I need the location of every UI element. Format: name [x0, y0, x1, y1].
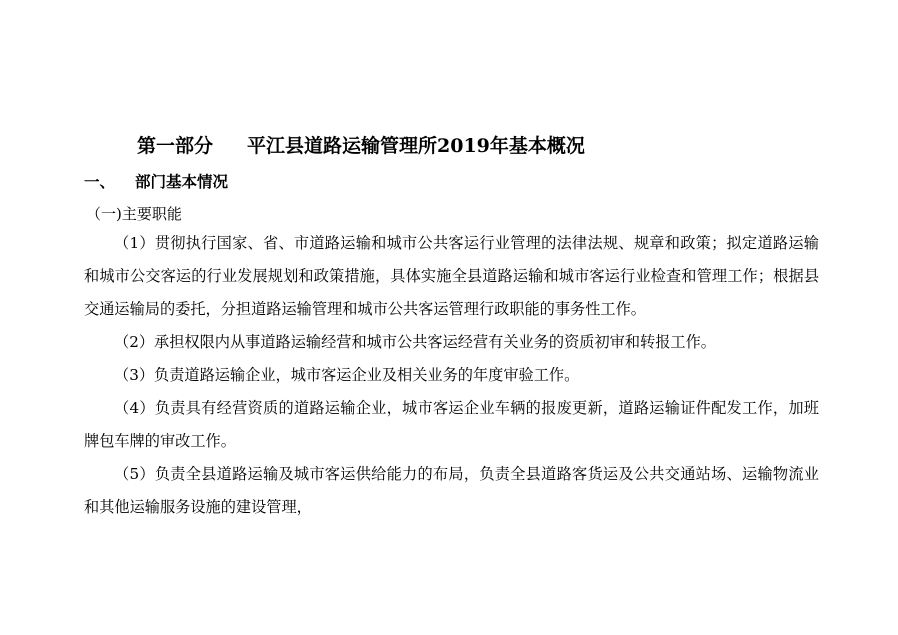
subsection-heading: （一)主要职能	[86, 205, 182, 223]
title-part: 第一部分	[137, 135, 214, 157]
section-number: 一、	[84, 172, 116, 191]
page-title	[137, 131, 585, 161]
section-title: 部门基本情况	[135, 172, 229, 191]
paragraph-2: （2）承担权限内从事道路运输经营和城市公共客运经营有关业务的资质初审和转报工作。	[114, 333, 716, 351]
paragraph-1: （1）贯彻执行国家、省、市道路运输和城市公共客运行业管理的法律法规、规章和政策；拟定道路运输和城市公交客运的行业发展规划和政策措施，具体实施全县道路运输和城市客运行业检查和管理工作；根据县交通运输局的委托，分担道路运输管理和城市公共客运管理行政职能的事务性工作。	[84, 234, 819, 318]
section-heading	[84, 170, 228, 194]
title-main: 平江县道路运输管理所2019年基本概况	[247, 135, 585, 157]
paragraph-5: （5）负责全县道路运输及城市客运供给能力的布局，负责全县道路客货运及公共交通站场、运输物流业和其他运输服务设施的建设管理，	[84, 465, 819, 516]
paragraph-4: （4）负责具有经营资质的道路运输企业，城市客运企业车辆的报废更新，道路运输证件配发工作，加班牌包车牌的审改工作。	[84, 399, 819, 450]
paragraph-3: （3）负责道路运输企业，城市客运企业及相关业务的年度审验工作。	[114, 366, 580, 384]
